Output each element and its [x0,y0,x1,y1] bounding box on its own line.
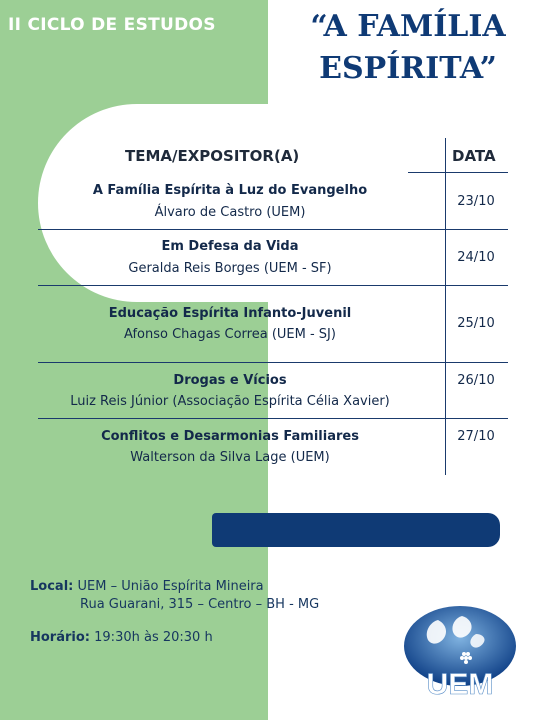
row-speaker: Afonso Chagas Correa (UEM - SJ) [124,327,336,342]
address: Rua Guarani, 315 – Centro – BH - MG [80,597,320,612]
logo-text: UEM [426,668,494,701]
horario-label: Horário: [30,630,90,645]
row-divider [38,229,508,230]
row-title: Conflitos e Desarmonias Familiares [101,429,359,444]
row-date: 25/10 [457,316,495,331]
row-speaker: Walterson da Silva Lage (UEM) [130,450,330,465]
cycle-title: II CICLO DE ESTUDOS [8,15,216,35]
row-divider [38,362,508,363]
row-divider [38,285,508,286]
row-date: 26/10 [457,373,495,388]
local-label: Local: [30,579,74,594]
main-title-line2: ESPÍRITA” [319,51,497,86]
row-title: Educação Espírita Infanto-Juvenil [108,306,352,321]
row-date: 23/10 [457,194,495,209]
row-divider [38,418,508,419]
row-divider [408,172,508,173]
local-value: UEM – União Espírita Mineira [77,579,264,594]
row-title: Drogas e Vícios [173,373,287,388]
row-speaker: Luiz Reis Júnior (Associação Espírita Célia Xavier) [70,394,390,409]
row-date: 27/10 [457,429,495,444]
uem-logo [402,606,518,702]
horario-line [30,630,213,645]
row-speaker: Álvaro de Castro (UEM) [154,205,306,220]
local-line [30,579,264,594]
header-tema-expositor: TEMA/EXPOSITOR(A) [125,147,300,165]
row-title: A Família Espírita à Luz do Evangelho [92,183,368,198]
horario-value: 19:30h às 20:30 h [94,630,213,645]
main-title-line1: “A FAMÍLIA [310,9,506,44]
row-date: 24/10 [457,250,495,265]
row-title: Em Defesa da Vida [161,239,299,254]
decorative-bar [212,513,500,547]
row-speaker: Geralda Reis Borges (UEM - SF) [128,261,332,276]
header-data: DATA [452,147,496,165]
